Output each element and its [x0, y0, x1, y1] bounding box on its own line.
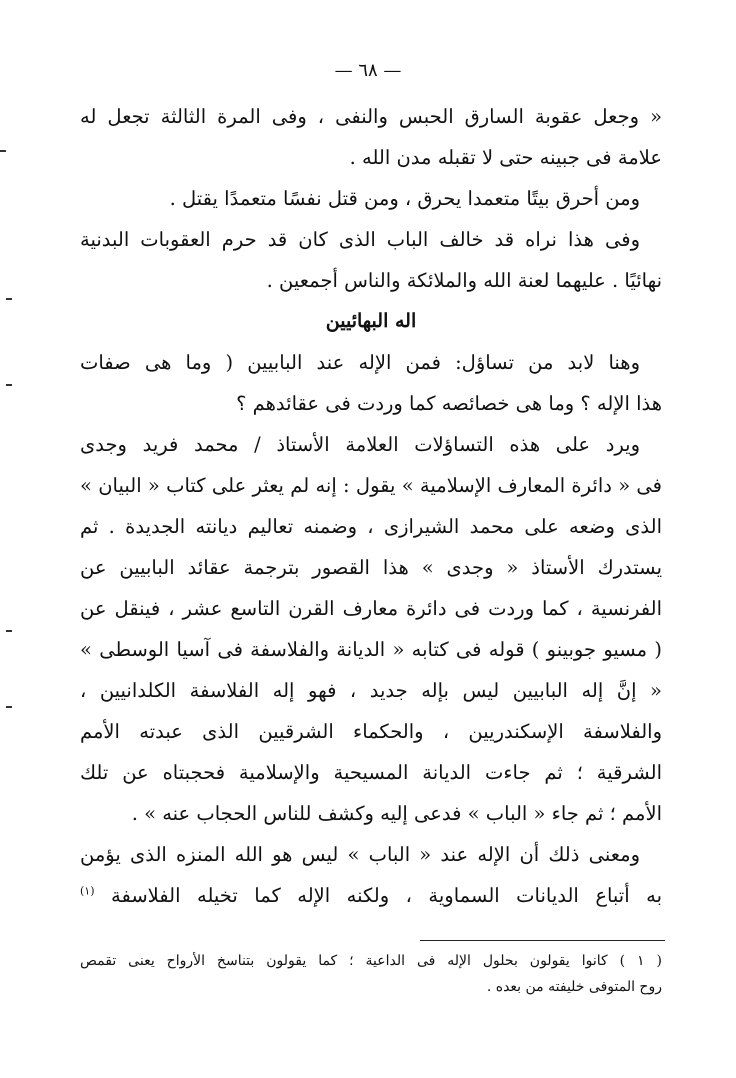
margin-mark — [6, 706, 12, 708]
footnotes — [80, 948, 662, 1000]
text-line: فى « دائرة المعارف الإسلامية » يقول : إنه لم يعثر على كتاب « البيان » — [80, 474, 662, 497]
text-line: ( مسيو جوبينو ) قوله فى كتابه « الديانة والفلاسفة فى آسيا الوسطى » — [80, 638, 662, 661]
text-line: وهنا لابد من تساؤل: فمن الإله عند البابيين ( وما هى صفات — [80, 351, 640, 374]
text-line: علامة فى جبينه حتى لا تقبله مدن الله . — [349, 146, 662, 169]
text-line: « إنَّ إله البابيين ليس بإله جديد ، فهو إله الفلاسفة الكلدانيين ، — [80, 679, 662, 702]
footnote-reference[interactable]: (١) — [80, 884, 95, 898]
body-text — [80, 96, 662, 916]
margin-mark — [6, 630, 12, 632]
margin-mark — [6, 298, 12, 300]
text-line: الأمم ؛ ثم جاء « الباب » فدعى إليه وكشف للناس الحجاب عنه » . — [131, 802, 662, 825]
page-number: — ٦٨ — — [334, 60, 402, 81]
margin-mark — [0, 150, 6, 152]
text-line: الذى وضعه على محمد الشيرازى ، وضمنه تعاليم ديانته الجديدة . ثم — [80, 515, 662, 538]
text-line-with-footnote — [80, 875, 662, 916]
text-line: الشرقية ؛ ثم جاءت الديانة المسيحية والإسلامية فحجبتاه عن تلك — [80, 761, 662, 784]
text-line: ومعنى ذلك أن الإله عند « الباب » ليس هو الله المنزه الذى يؤمن — [80, 843, 640, 866]
margin-mark — [6, 384, 12, 386]
text-line: نهائيًا . عليهما لعنة الله والملائكة والناس أجمعين . — [266, 269, 662, 292]
text-line: هذا الإله ؟ وما هى خصائصه كما وردت فى عقائدهم ؟ — [236, 392, 662, 415]
footnote-divider — [420, 940, 665, 941]
footnote-line: روح المتوفى خليفته من بعده . — [486, 979, 662, 995]
text-line: ويرد على هذه التساؤلات العلامة الأستاذ / محمد فريد وجدى — [80, 433, 640, 456]
text-line: يستدرك الأستاذ « وجدى » هذا القصور بترجمة عقائد البابيين عن — [80, 556, 662, 579]
text-line-content: به أتباع الديانات السماوية ، ولكنه الإله كما تخيله الفلاسفة — [111, 884, 662, 907]
text-line: ومن أحرق بيتًا متعمدا يحرق ، ومن قتل نفسًا متعمدًا يقتل . — [169, 187, 640, 210]
footnote-line: ( ١ ) كانوا يقولون بحلول الإله فى الداعية ؛ كما يقولون بتناسخ الأرواح يعنى تقمص — [80, 953, 662, 969]
text-line: الفرنسية ، كما وردت فى دائرة معارف القرن التاسع عشر ، فينقل عن — [80, 597, 662, 620]
text-line: والفلاسفة الإسكندريين ، والحكماء الشرقيين الذى عبدته الأمم — [80, 720, 662, 743]
text-line: وفى هذا نراه قد خالف الباب الذى كان قد حرم العقوبات البدنية — [80, 228, 640, 251]
text-line: « وجعل عقوبة السارق الحبس والنفى ، وفى المرة الثالثة تجعل له — [80, 105, 662, 128]
section-heading: اله البهائيين — [325, 310, 417, 332]
